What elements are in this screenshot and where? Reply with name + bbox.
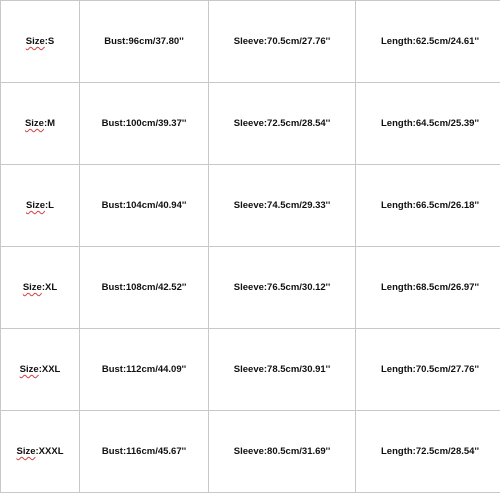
length-cell: Length:62.5cm/24.61'' (356, 1, 500, 83)
table-row (1, 329, 500, 411)
size-value: :L (45, 200, 54, 211)
length-cell: Length:66.5cm/26.18'' (356, 165, 500, 247)
bust-cell: Bust:104cm/40.94'' (80, 165, 209, 247)
bust-cell: Bust:112cm/44.09'' (80, 329, 209, 411)
size-value: :XL (42, 282, 57, 293)
bust-cell: Bust:116cm/45.67'' (80, 411, 209, 493)
table-row (1, 1, 500, 83)
size-word: Size (17, 446, 36, 457)
size-cell (1, 247, 80, 329)
size-cell (1, 411, 80, 493)
size-cell (1, 329, 80, 411)
size-value: :M (44, 118, 55, 129)
size-value: :XXXL (36, 446, 64, 457)
size-cell (1, 165, 80, 247)
sleeve-cell: Sleeve:76.5cm/30.12'' (209, 247, 356, 329)
length-cell: Length:70.5cm/27.76'' (356, 329, 500, 411)
sleeve-cell: Sleeve:80.5cm/31.69'' (209, 411, 356, 493)
length-cell: Length:72.5cm/28.54'' (356, 411, 500, 493)
bust-cell: Bust:100cm/39.37'' (80, 83, 209, 165)
bust-cell: Bust:96cm/37.80'' (80, 1, 209, 83)
table-row (1, 83, 500, 165)
length-cell: Length:68.5cm/26.97'' (356, 247, 500, 329)
table-row (1, 411, 500, 493)
size-word: Size (26, 200, 45, 211)
sleeve-cell: Sleeve:70.5cm/27.76'' (209, 1, 356, 83)
size-word: Size (20, 364, 39, 375)
size-cell (1, 83, 80, 165)
size-word: Size (23, 282, 42, 293)
sleeve-cell: Sleeve:78.5cm/30.91'' (209, 329, 356, 411)
bust-cell: Bust:108cm/42.52'' (80, 247, 209, 329)
size-cell (1, 1, 80, 83)
size-word: Size (25, 118, 44, 129)
length-cell: Length:64.5cm/25.39'' (356, 83, 500, 165)
sleeve-cell: Sleeve:74.5cm/29.33'' (209, 165, 356, 247)
size-value: :S (45, 36, 55, 47)
table-row (1, 165, 500, 247)
sleeve-cell: Sleeve:72.5cm/28.54'' (209, 83, 356, 165)
size-word: Size (26, 36, 45, 47)
size-value: :XXL (39, 364, 61, 375)
table-row (1, 247, 500, 329)
